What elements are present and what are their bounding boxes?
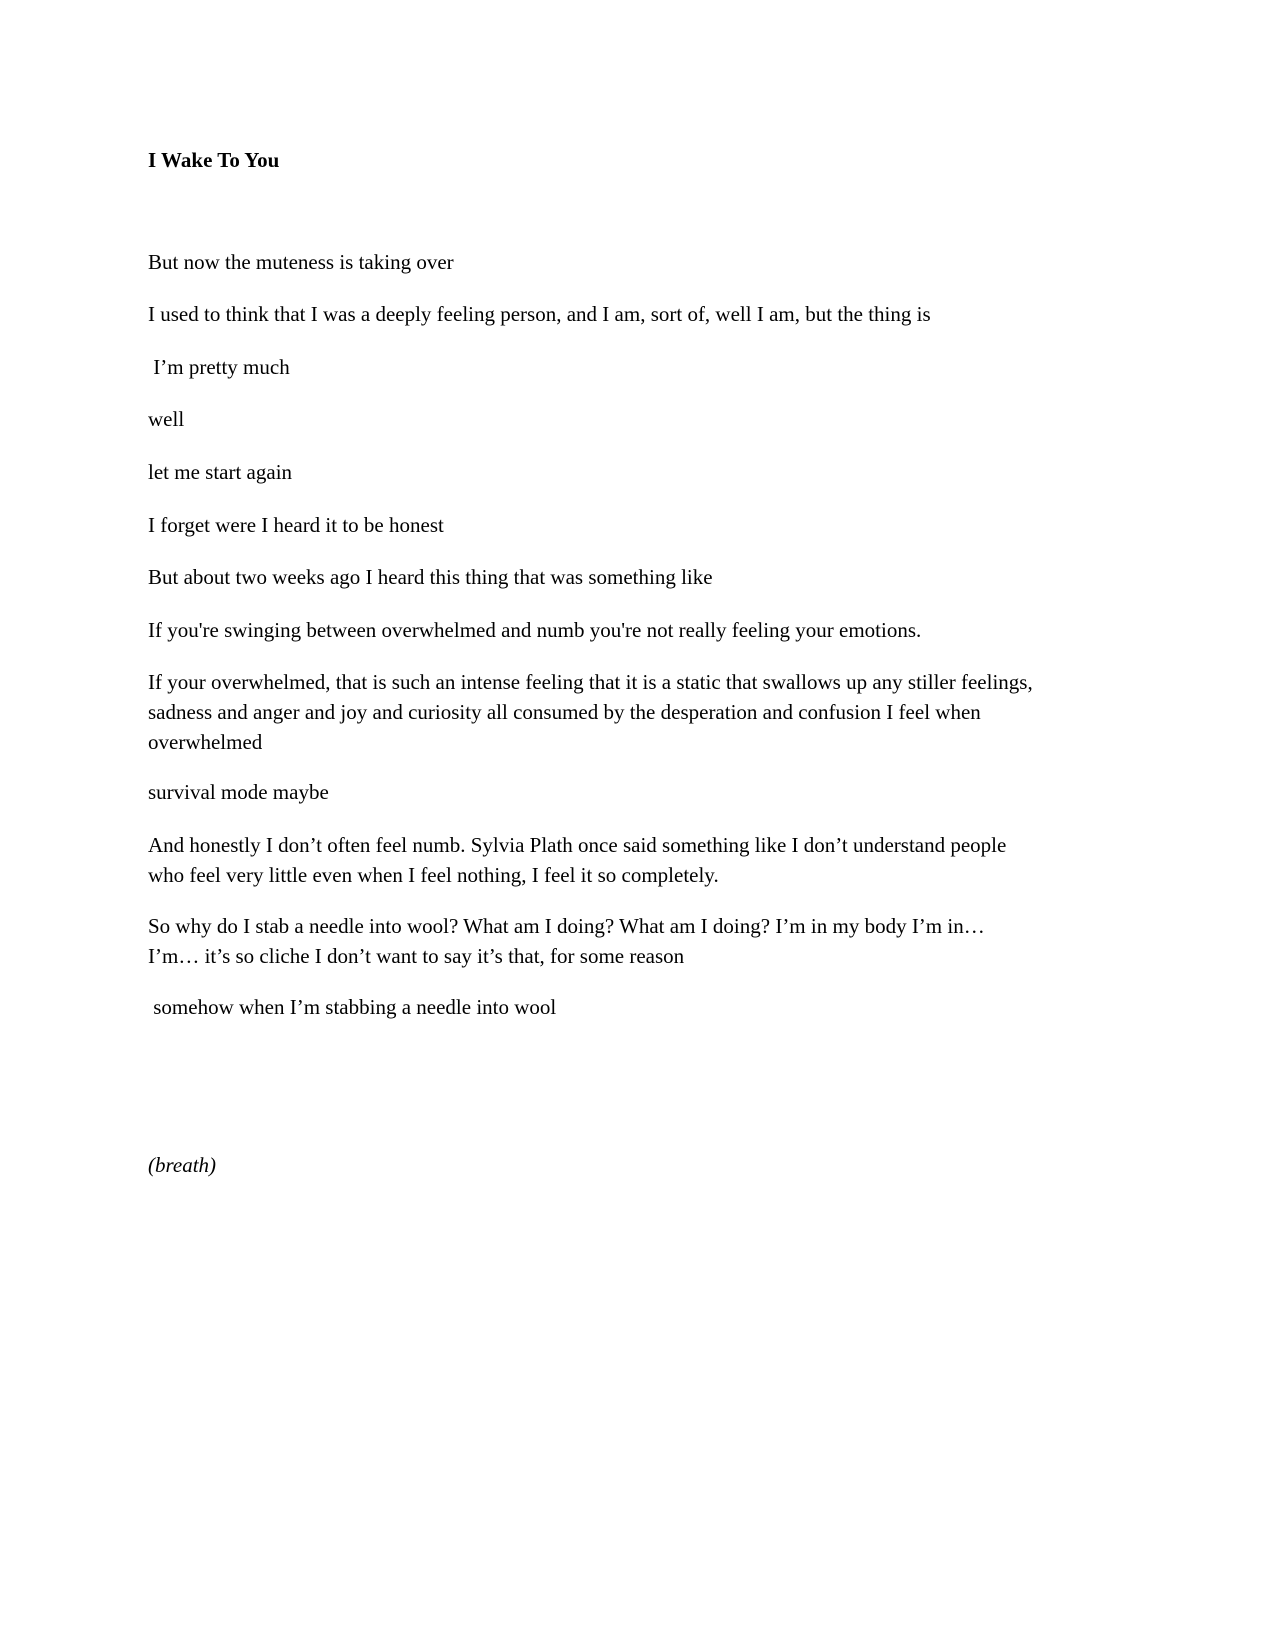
paragraph-line: So why do I stab a needle into wool? What am I doing? What am I doing? I’m in my body I’m in…: [148, 914, 985, 938]
paragraph-line: If your overwhelmed, that is such an intense feeling that it is a static that swallows up any stiller feelings,: [148, 670, 1033, 694]
paragraph-overwhelmed: [148, 667, 1108, 757]
paragraph-sylvia-plath: [148, 830, 1108, 890]
paragraph-line: I’m… it’s so cliche I don’t want to say it’s that, for some reason: [148, 944, 685, 968]
paragraph-line: who feel very little even when I feel nothing, I feel it so completely.: [148, 863, 719, 887]
paragraph-line: And honestly I don’t often feel numb. Sylvia Plath once said something like I don’t understand people: [148, 833, 1007, 857]
paragraph-muteness: But now the muteness is taking over: [148, 250, 454, 274]
paragraph-line: sadness and anger and joy and curiosity all consumed by the desperation and confusion I feel when: [148, 700, 981, 724]
paragraph-stabbing-wool: somehow when I’m stabbing a needle into wool: [148, 995, 557, 1019]
paragraph-start-again: let me start again: [148, 460, 293, 484]
paragraph-deeply-feeling: I used to think that I was a deeply feeling person, and I am, sort of, well I am, but the thing is: [148, 302, 931, 326]
paragraph-survival-mode: survival mode maybe: [148, 780, 329, 804]
paragraph-well: well: [148, 407, 185, 431]
paragraph-forget: I forget were I heard it to be honest: [148, 513, 444, 537]
paragraph-pretty-much: I’m pretty much: [148, 355, 290, 379]
paragraph-line: overwhelmed: [148, 730, 263, 754]
paragraph-swinging: If you're swinging between overwhelmed and numb you're not really feeling your emotions.: [148, 618, 922, 642]
document-title: I Wake To You: [148, 148, 280, 172]
paragraph-two-weeks: But about two weeks ago I heard this thing that was something like: [148, 565, 713, 589]
paragraph-needle-question: [148, 911, 1108, 971]
stage-direction: (breath): [148, 1153, 217, 1177]
